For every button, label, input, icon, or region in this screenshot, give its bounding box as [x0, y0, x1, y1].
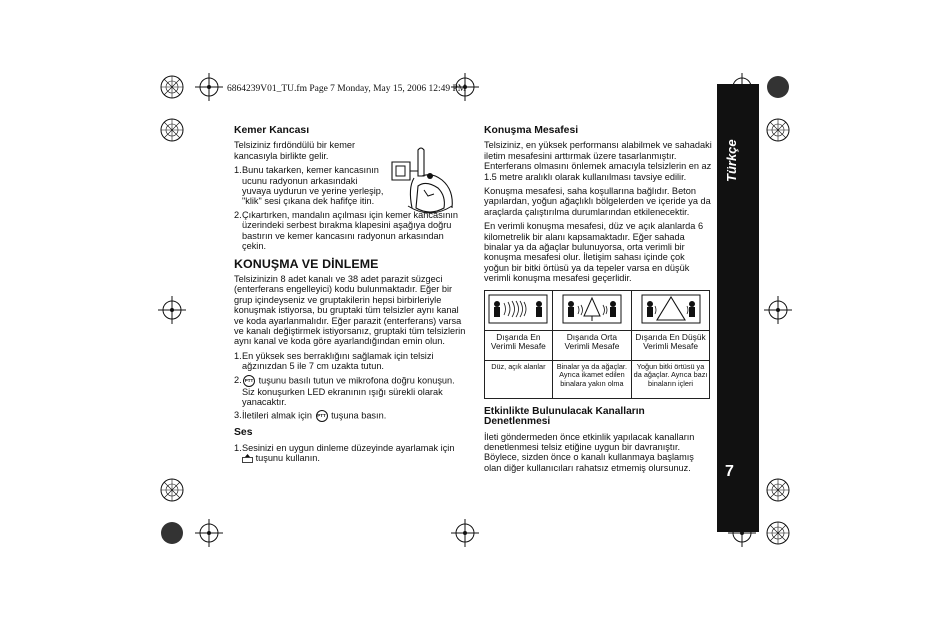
- list-item: 2. PTT tuşunu basılı tutun ve mikrofona doğru konuşun. Siz konuşurken LED ekranının ışığı sürekli olarak yanacaktır.: [234, 374, 455, 407]
- table-cell: [632, 290, 710, 330]
- list-item: 2. Çıkartırken, mandalın açılması için kemer kancasının üzerindeki serbest bırakma klapesini aşağıya doğru bastırın ve kemer kancasını radyonun arkasından çekin.: [234, 209, 458, 252]
- table-row: [485, 290, 710, 330]
- ptt-button-icon: PTT: [316, 410, 328, 422]
- ptt-button-icon: PTT: [243, 375, 255, 387]
- range-title: Konuşma Mesafesi: [484, 125, 579, 136]
- talk-intro: Telsizinizin 8 adet kanalı ve 38 adet parazit süzgeci (enterferans engelleyici) kodu bulunmaktadır. Eğer bir grup içindeyseniz ve gruptakilerin hepsi birbirleriyle konuşmak istiyorsa, bu gruptaki tüm telsizler aynı kanal ve koda ayarlanmalıdır. Eğer parazit (enterferans) varsa ve kanalı değiştirmek istiyorsanız, gruptaki tüm telsizlerin aynı kanal ve koda göre ayarlandığından emin olun.: [234, 273, 466, 347]
- buildings-trees-range-icon: [562, 294, 622, 324]
- right-column: [484, 126, 712, 477]
- running-head: 6864239V01_TU.fm Page 7 Monday, May 15, 2006 12:49 PM: [227, 84, 467, 94]
- table-row: [485, 360, 710, 398]
- range-table: [484, 290, 710, 399]
- open-field-range-icon: [488, 294, 548, 324]
- language-tab-label: Türkçe: [724, 139, 739, 182]
- table-cell: Dışarıda En Verimli Mesafe: [485, 330, 553, 360]
- effective-paragraph: İleti göndermeden önce etkinlik yapılacak kanalların denetlenmesi telsiz etiğine uygun bir davranıştır. Böylece, sizden önce o kanalı kullanmaya başlamış olan diğer kullanıcıları rahatsız etmemiş olursunuz.: [484, 431, 695, 473]
- table-cell: [552, 290, 631, 330]
- table-cell: Yoğun bitki örtüsü ya da ağaçlar. Ayrıca bazı binaların içleri: [632, 360, 710, 398]
- table-cell: Dışarıda Orta Verimli Mesafe: [552, 330, 631, 360]
- volume-title: Ses: [234, 427, 253, 439]
- volume-steps: [234, 443, 466, 464]
- list-item: 1. En yüksek ses berraklığını sağlamak için telsizi ağzınızdan 5 ile 7 cm uzakta tutun.: [234, 350, 434, 372]
- talk-steps: [234, 351, 466, 423]
- list-item: 3. İletileri almak için PTT tuşuna basın.: [234, 410, 387, 421]
- table-row: [485, 330, 710, 360]
- list-item: 1. Bunu takarken, kemer kancasının ucunu radyonun arkasındaki yuvaya uydurun ve yerine yerleşip, "klik" sesi çıkana dek hafifçe itin.: [234, 165, 384, 207]
- table-cell: Dışarıda En Düşük Verimli Mesafe: [632, 330, 710, 360]
- page-number: 7: [725, 463, 734, 480]
- table-cell: Düz, açık alanlar: [485, 360, 553, 398]
- belt-clip-intro: Telsiziniz fırdöndülü bir kemer kancasıyla birlikte gelir.: [234, 140, 356, 161]
- table-cell: [485, 290, 553, 330]
- talk-title: KONUŞMA VE DİNLEME: [234, 257, 379, 272]
- range-paragraph-1: Telsiziniz, en yüksek performansı alabilmek ve sahadaki iletim mesafesini arttırmak üzere tasarlanmıştır. Enterferans olmasını önlemek amacıyla telsizlerin en az 1.5 metre aralıklı olarak kullanılması tavsiye edilir.: [484, 140, 712, 182]
- belt-clip-title: Kemer Kancası: [234, 125, 310, 136]
- range-paragraph-2: Konuşma mesafesi, saha koşullarına bağlıdır. Beton yapılardan, yoğun ağaçlıklı bölgelerden ve içeride ya da araçlarda çalıştırılma durumlarından etkilenecektir.: [484, 186, 711, 217]
- volume-buttons-icon: [242, 454, 253, 463]
- effective-title: Etkinlikte Bulunulacak Kanalların Denetlenmesi: [484, 405, 645, 428]
- hills-range-icon: [641, 294, 701, 324]
- table-cell: Binalar ya da ağaçlar. Ayrıca ikamet edilen binalara yakın olma: [552, 360, 631, 398]
- belt-clip-illustration: [380, 146, 462, 222]
- list-item: 1. Sesinizi en uygun dinleme düzeyinde ayarlamak için tuşunu kullanın.: [234, 442, 455, 464]
- range-paragraph-3: En verimli konuşma mesafesi, düz ve açık alanlarda 6 kilometrelik bir alanı kapsamaktadır. Eğer sahada binalar ya da ağaçlar bulunuyorsa, orta verimli bir konuşma mesafesi olur. İletişim sahası içinde çok yoğun bir bitki örtüsü ya da tepeler varsa en düşük verimli konuşma mesafesi geçerlidir.: [484, 221, 704, 284]
